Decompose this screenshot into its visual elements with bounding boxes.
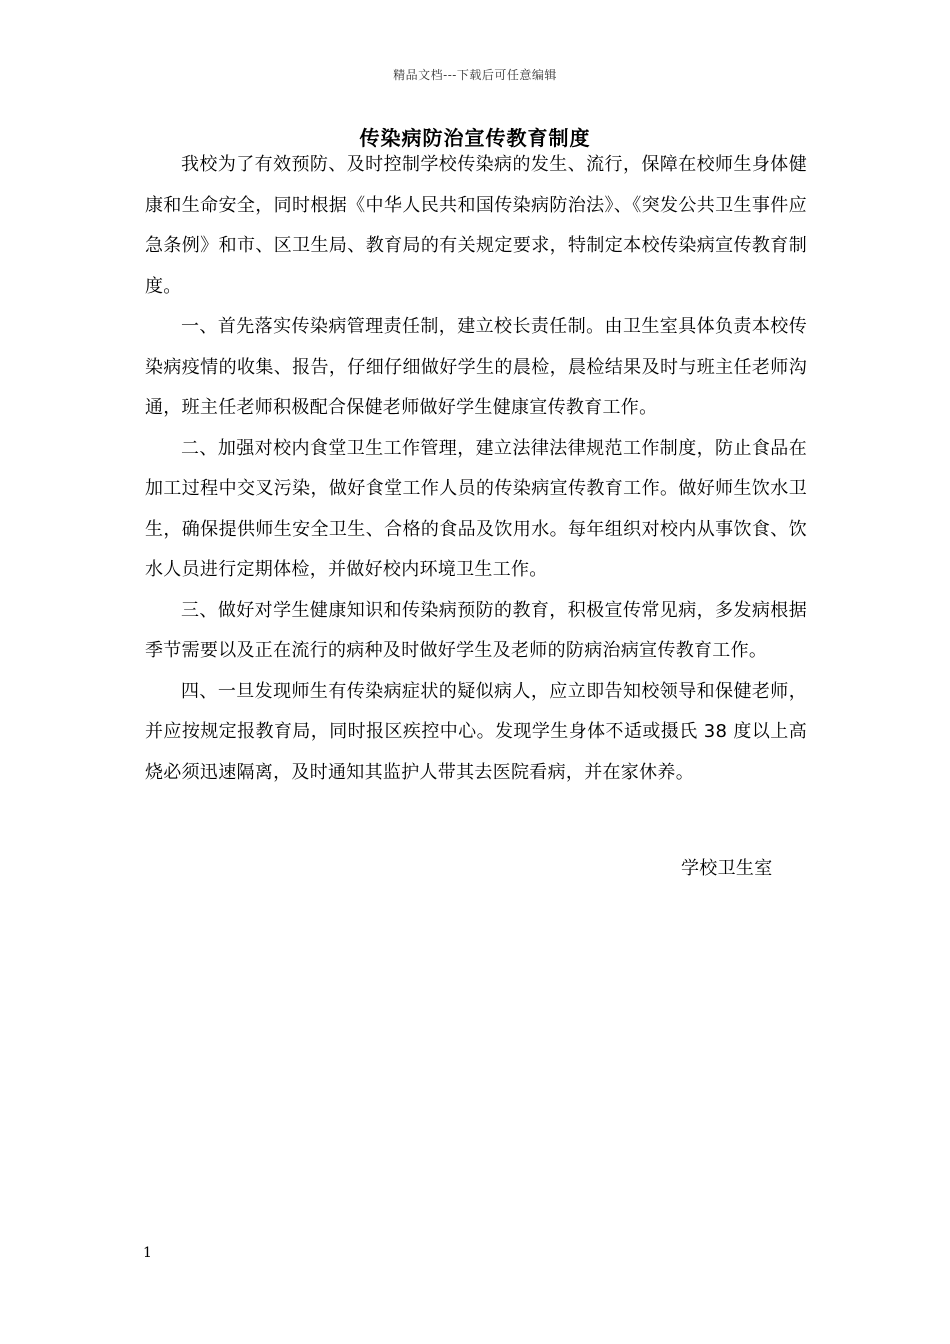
paragraph-item-1: 一、首先落实传染病管理责任制，建立校长责任制。由卫生室具体负责本校传染病疫情的收集、报告，仔细仔细做好学生的晨检，晨检结果及时与班主任老师沟通，班主任老师积极配合保健老师做好学生健康宣传教育工作。 — [145, 316, 807, 418]
signature: 学校卫生室 — [681, 858, 773, 879]
page-number: 1 — [143, 1245, 152, 1261]
document-title: 传染病防治宣传教育制度 — [359, 126, 591, 150]
document-body — [145, 145, 807, 793]
paragraph-item-2: 二、加强对校内食堂卫生工作管理，建立法律法律规范工作制度，防止食品在加工过程中交叉污染，做好食堂工作人员的传染病宣传教育工作。做好师生饮水卫生，确保提供师生安全卫生、合格的食品及饮用水。每年组织对校内从事饮食、饮水人员进行定期体检，并做好校内环境卫生工作。 — [145, 437, 807, 580]
paragraph-item-3: 三、做好对学生健康知识和传染病预防的教育，积极宣传常见病，多发病根据季节需要以及正在流行的病种及时做好学生及老师的防病治病宣传教育工作。 — [145, 599, 807, 661]
page-header: 精品文档---下载后可任意编辑 — [393, 68, 557, 82]
paragraph-item-4: 四、一旦发现师生有传染病症状的疑似病人，应立即告知校领导和保健老师，并应按规定报教育局，同时报区疾控中心。发现学生身体不适或摄氏 38 度以上高烧必须迅速隔离，及时通知其监护人带其去医院看病，并在家休养。 — [145, 680, 807, 783]
intro-paragraph: 我校为了有效预防、及时控制学校传染病的发生、流行，保障在校师生身体健康和生命安全，同时根据《中华人民共和国传染病防治法》、《突发公共卫生事件应急条例》和市、区卫生局、教育局的有关规定要求，特制定本校传染病宣传教育制度。 — [145, 154, 807, 297]
